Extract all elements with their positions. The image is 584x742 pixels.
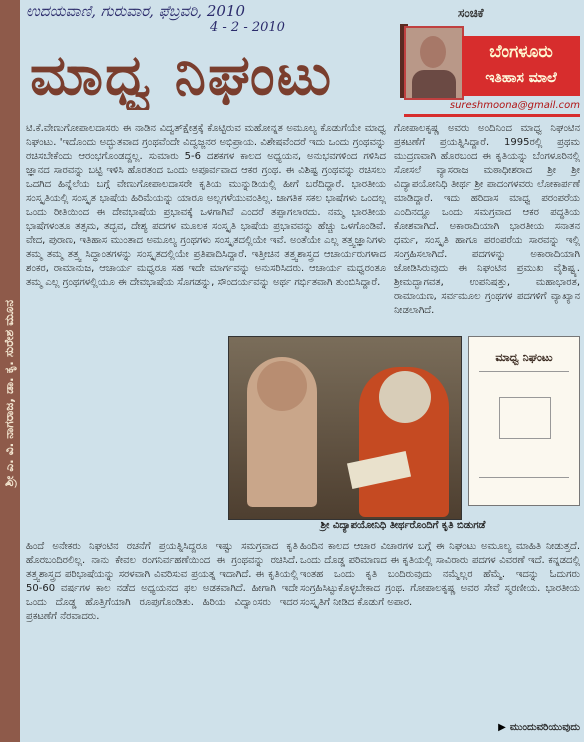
handwritten-date: 4 - 2 - 2010 [210,20,285,35]
column-banner [462,36,580,96]
email-underline [404,114,580,117]
person-right-head [379,371,431,423]
continued-marker [472,722,580,738]
book-cover-rule [479,371,569,372]
author-photo [404,26,464,100]
book-cover-emblem [499,397,551,439]
book-cover-footer [479,477,569,492]
dateline: ಉದಯವಾಣಿ, ಗುರುವಾರ, ಫೆಬ್ರವರಿ, 2010 [26,2,246,20]
photo-caption: ಶ್ರೀ ವಿದ್ಯಾಪಯೋನಿಧಿ ತೀರ್ಥರೊಂದಿಗೆ ಕೃತಿ ಬಿಡುಗಡೆ [320,520,486,531]
banner-line-2: ಇತಿಹಾಸ ಮಾಲೆ [485,70,557,86]
banner-line-1: ಬೆಂಗಳೂರು [489,42,553,62]
author-email[interactable]: sureshmoona@gmail.com [449,100,580,111]
author-body [412,70,456,98]
article-paragraph-bottom-left: ಹಿಂದೆ ಅನೇಕರು ನಿಘಂಟಿನ ರಚನೆಗೆ ಪ್ರಯತ್ನಿಸಿದ್ದರೂ ಇಷ್ಟು ಸಮಗ್ರವಾದ ಕೃತಿ ಹೊರಬಂದಿರಲಿಲ್ಲ. ನಾನು ಕೇವಲ ರಂಗನಿರ್ವಹಣೆಯಿಂದ ಈ ಗ್ರಂಥವನ್ನು ರಚಿಸಿದೆ. ತತ್ತ್ವಶಾಸ್ತ್ರದ ಪರಿಭಾಷೆಯನ್ನು ಸರಳವಾಗಿ ವಿವರಿಸುವ ಪ್ರಯತ್ನ ಇದಾಗಿದೆ. ಈ ಕೃತಿಯಲ್ಲಿ 50-60 ವರ್ಷಗಳ ಕಾಲ ನಡೆದ ಅಧ್ಯಯನದ ಫಲ ಅಡಕವಾಗಿದೆ. ಹೀಗಾಗಿ ಇದೇ ಒಂದು ದೊಡ್ಡ ಹೊತ್ತಿಗೆಯಾಗಿ ರೂಪುಗೊಂಡಿತು. ಹಿರಿಯ ವಿದ್ವಾಂಸರು ಇದರ ಪ್ರಕಟಣೆಗೆ ನೆರವಾದರು. [26,541,298,622]
continue-arrow-icon: ▶ [498,722,506,733]
vertical-author-strip [0,300,20,742]
column-label: ಸಂಚಿಕೆ [458,6,484,20]
author-face [420,36,446,68]
book-cover-title: ಮಾಧ್ವ ನಿಘಂಟು [495,351,553,364]
article-paragraph-right: ಗೋಪಾಲಕೃಷ್ಣ ಅವರು ಅಂದಿನಿಂದ ಮಾಧ್ವ ನಿಘಂಟಿನ ಪ್ರಕಟಣೆಗೆ ಪ್ರಯತ್ನಿಸಿದ್ದಾರೆ. 1995ರಲ್ಲಿ ಪ್ರಥಮ ಮುದ್ರಣವಾಗಿ ಹೊರಬಂದ ಈ ಕೃತಿಯನ್ನು ಬೆಂಗಳೂರಿನಲ್ಲಿ ಸೋಸಲೆ ವ್ಯಾಸರಾಜ ಮಠಾಧೀಶರಾದ ಶ್ರೀ ಶ್ರೀ ವಿದ್ಯಾಪಯೋನಿಧಿ ತೀರ್ಥ ಶ್ರೀ ಪಾದಂಗಳವರು ಲೋಕಾರ್ಪಣೆ ಮಾಡಿದ್ದಾರೆ. ಇದು ಹರಿದಾಸ ಮಾಧ್ವ ಪರಂಪರೆಯ ಎಂದಿನದ್ದೂ ಒಂದು ಸಮಗ್ರವಾದ ಆಕರ ಪದ್ಧತಿಯ ಕೋಶವಾಗಿದೆ. ಅಕಾರಾದಿಯಾಗಿ ಭಾರತೀಯ ಸನಾತನ ಧರ್ಮ, ಸಂಸ್ಕೃತಿ ಹಾಗೂ ಪರಂಪರೆಯ ಸಾರವನ್ನು ಇಲ್ಲಿ ಸಂಗ್ರಹಿಸಲಾಗಿದೆ. ಪದಗಳನ್ನು ಅಕಾರಾದಿಯಾಗಿ ಜೋಡಿಸಿರುವುದು ಈ ನಿಘಂಟಿನ ಪ್ರಮುಖ ವೈಶಿಷ್ಟ್ಯ. ಶ್ರೀಮದ್ಭಾಗವತ, ಉಪನಿಷತ್ತು, ಮಹಾಭಾರತ, ರಾಮಾಯಣ, ಸರ್ವಮೂಲ ಗ್ರಂಥಗಳ ಪದಗಳಿಗೆ ವ್ಯಾಖ್ಯಾನ ನೀಡಲಾಗಿದೆ. [394,123,580,316]
person-left-head [257,361,307,411]
article-paragraph-1: ಟಿ.ಕೆ.ವೇಣುಗೋಪಾಲದಾಸರು ಈ ನಾಡಿನ ವಿದ್ವತ್‌ಕ್ಷೇತ್ರಕ್ಕೆ ಕೊಟ್ಟಿರುವ ಮಹೋನ್ನತ ಅಮೂಲ್ಯ ಕೊಡುಗೆಯೇ ಮಾಧ್ವ ನಿಘಂಟು. 'ಇದೊಂದು ಅದ್ಭುತವಾದ ಗ್ರಂಥವೆಂದೇ ವಿದ್ವಜ್ಜನರ ಅಭಿಪ್ರಾಯ. ವಿಶೇಷವೆಂದರೆ ಇದು ಒಂದು ಗ್ರಂಥವನ್ನು ರಚಿಸಬೇಕೆಂದು ಆರಂಭಗೊಂಡದ್ದಲ್ಲ. ಸುಮಾರು 5-6 ದಶಕಗಳ ಕಾಲದ ಅಧ್ಯಯನ, ಅನುಭವಗಳಿಂದ ಗಳಿಸಿದ ಜ್ಞಾನದ ಸಾರವನ್ನು ಬಟ್ಟಿ ಇಳಿಸಿ ಹೊರತಂದ ಒಂದು ಅಪೂರ್ವವಾದ ಆಕರ ಗ್ರಂಥ. ಈ ವಿಶಿಷ್ಟ ಗ್ರಂಥವನ್ನು ರಚಿಸಲು ಒದಗಿದ ಹಿನ್ನೆಲೆಯ ಬಗ್ಗೆ ವೇಣುಗೋಪಾಲದಾಸರೇ ಕೃತಿಯ ಮುನ್ನುಡಿಯಲ್ಲಿ ಹೀಗೆ ಬರೆದಿದ್ದಾರೆ. ಭಾರತೀಯ ಸಂಸ್ಕೃತಿಯಲ್ಲಿ ಸಂಸ್ಕೃತ ಭಾಷೆಯ ಹಿರಿಮೆಯನ್ನು ಯಾರೂ ಅಲ್ಲಗಳೆಯುವಂತಿಲ್ಲ. ಜಾಗತಿಕ ಸಕಲ ಭಾಷೆಗಳು ಒಂದಲ್ಲ ಒಂದು ರೀತಿಯಿಂದ ಈ ದೇವಭಾಷೆಯ ಪ್ರಭಾವಕ್ಕೆ ಒಳಗಾಗಿವೆ ಎಂದರೆ ತಪ್ಪಾಗಲಾರದು. ನಮ್ಮ ಭಾರತೀಯ ಭಾಷೆಗಳಂತೂ ತತ್ಸಮ, ತದ್ಭವ, ದೇಶ್ಯ ಪದಗಳ ಮೂಲಕ ಸಂಸ್ಕೃತಿ ಭಾಷೆಯ ಪ್ರಭಾವವನ್ನು ಹೆಚ್ಚು ಒಳಗೊಂಡಿವೆ. ವೇದ, ಪುರಾಣ, ಇತಿಹಾಸ ಮುಂತಾದ ಅಮೂಲ್ಯ ಗ್ರಂಥಗಳು ಸಂಸ್ಕೃತದಲ್ಲಿಯೇ ಇವೆ. ಅಂತೆಯೇ ಎಲ್ಲ ತತ್ತ್ವಜ್ಞಾನಿಗಳು ತಮ್ಮ ತಮ್ಮ ತತ್ತ್ವ ಸಿದ್ಧಾಂತಗಳನ್ನು ಸಂಸ್ಕೃತದಲ್ಲಿಯೇ ಪ್ರತಿಪಾದಿಸಿದ್ದಾರೆ. ಇತ್ತೀಚಿನ ತತ್ತ್ವಶಾಸ್ತ್ರದ ಆಚಾರ್ಯರುಗಳಾದ ಶಂಕರ, ರಾಮಾನುಜ, ಆಚಾರ್ಯ ಮಧ್ವರೂ ಸಹ ಇದೇ ಮಾರ್ಗವನ್ನು ಅನುಸರಿಸಿದರು. ಆಚಾರ್ಯ ಮಧ್ವರಂತೂ ತಮ್ಮ ಎಲ್ಲ ಗ್ರಂಥಗಳಲ್ಲಿಯೂ ಈ ದೇವಭಾಷೆಯ ಸೊಗಡನ್ನು, ಸೌಂದರ್ಯವನ್ನು ಅರ್ಥ ಗರ್ಭಿತವಾಗಿ ತುಂಬಿಸಿದ್ದಾರೆ. [26,123,386,288]
book-cover-image [468,336,580,506]
column-header [450,6,580,24]
article-title: ಮಾಧ್ವ ನಿಘಂಟು [30,42,334,108]
continued-label: ಮುಂದುವರಿಯುವುದು [509,722,580,733]
vertical-author-text: ಶ್ರೀ ಎ. ವಿ. ನಾಗರಾಜ, ಡಾ. ಕೃ. ಸುರೇಶ ಮೂನ [2,300,16,487]
article-paragraph-bottom-right: ಹಿಂದಿನ ಕಾಲದ ಆಚಾರ ವಿಚಾರಗಳ ಬಗ್ಗೆ ಈ ನಿಘಂಟು ಅಮೂಲ್ಯ ಮಾಹಿತಿ ನೀಡುತ್ತದೆ. ಒಂದು ದೊಡ್ಡ ಪರಿಮಾಣದ ಈ ಕೃತಿಯಲ್ಲಿ ಸಾವಿರಾರು ಪದಗಳ ವಿವರಣೆ ಇದೆ. ಕನ್ನಡದಲ್ಲಿ ಇಂತಹ ಒಂದು ಕೃತಿ ಬಂದಿರುವುದು ನಮ್ಮೆಲ್ಲರ ಹೆಮ್ಮೆ. ಇದನ್ನು ಓದುಗರು ಸಂಗ್ರಹಿಸಿಟ್ಟುಕೊಳ್ಳಬೇಕಾದ ಗ್ರಂಥ. ಗೋಪಾಲಕೃಷ್ಣ ಅವರ ಸೇವೆ ಸ್ಮರಣೀಯ. ಭಾರತೀಯ ಸಂಸ್ಕೃತಿಗೆ ನೀಡಿದ ಕೊಡುಗೆ ಅಪಾರ. [300,541,580,608]
event-photo [228,336,462,520]
